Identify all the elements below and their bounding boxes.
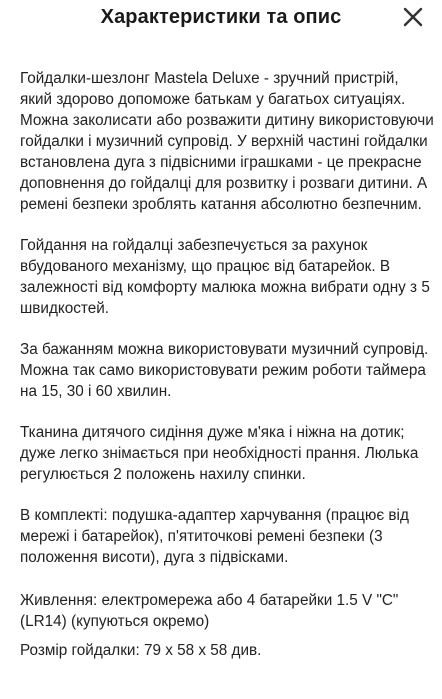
- sheet-title: Характеристики та опис: [100, 6, 342, 28]
- description-paragraph: За бажанням можна використовувати музичний супровід. Можна так само використовувати режим роботи таймера на 15, 30 і 60 хвилин.: [20, 341, 429, 400]
- size-info: Розмір гойдалки: 79 х 58 х 58 див.: [20, 642, 262, 659]
- description-paragraph: В комплекті: подушка-адаптер харчування (працює від мережі і батарейок), п'ятиточкові ремені безпеки (3 положення висоти), дуга з підвісками.: [20, 507, 409, 566]
- description-paragraph: Гойдання на гойдалці забезпечується за рахунок вбудованого механізму, що працює від батарейок. В залежності від комфорту малюка можна вибрати одну з 5 швидкостей.: [20, 237, 430, 317]
- description-paragraph: Тканина дитячого сидіння дуже м'яка і ніжна на дотик; дуже легко знімається при необхідності прання. Люлька регулюється 2 положень нахилу спинки.: [20, 424, 419, 483]
- sheet-header: [0, 0, 442, 36]
- description-body: [20, 68, 434, 681]
- close-button[interactable]: [402, 6, 424, 28]
- description-paragraph: Гойдалки-шезлонг Mastela Deluxe - зручний пристрій, який здорово допоможе батькам у багатьох ситуаціях. Можна заколисати або розважити дитину використовуючи гойдалки і музичний супровід. У верхній частині гойдалки встановлена дуга з підвісними іграшками - це прекрасне доповнення до гойдалці для розвитку і розваги дитини. А ремені безпеки зроблять катання абсолютно безпечним.: [20, 70, 434, 213]
- power-info: Живлення: електромережа або 4 батарейки 1.5 V "C" (LR14) (купуються окремо): [20, 592, 399, 630]
- close-icon: [402, 6, 424, 28]
